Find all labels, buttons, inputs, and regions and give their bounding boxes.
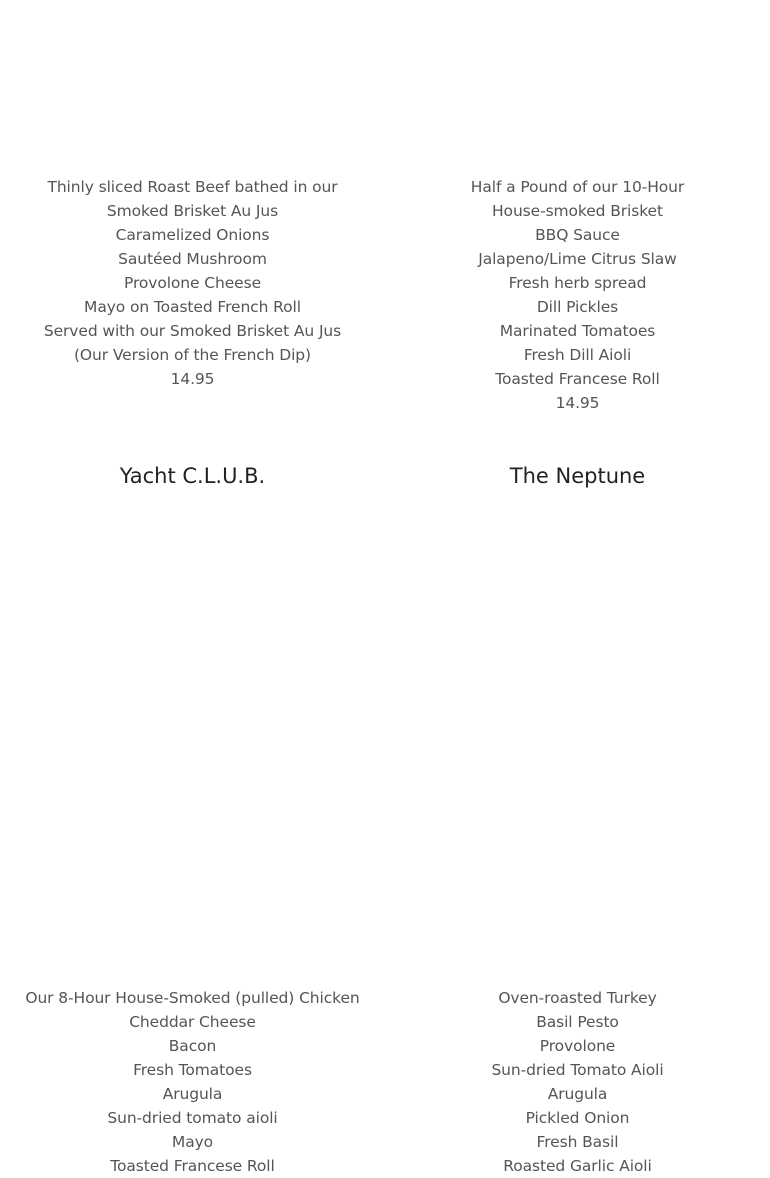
description-line: Caramelized Onions — [115, 226, 270, 244]
description-line: Sun-dried tomato aioli — [107, 1109, 278, 1127]
description-line: Provolone Cheese — [123, 274, 262, 292]
description-line: House-smoked Brisket — [492, 202, 663, 220]
item-title: The Neptune — [509, 464, 646, 488]
description-line: Cheddar Cheese — [129, 1013, 256, 1031]
item-description — [0, 175, 385, 391]
the-neptune-description — [385, 986, 770, 1178]
description-line: Toasted Francese Roll — [110, 1157, 275, 1175]
sandwich-photo-the-neptune — [405, 510, 750, 970]
description-line: Oven-roasted Turkey — [498, 989, 657, 1007]
description-line: Toasted Francese Roll — [495, 370, 660, 388]
description-line: Sautéed Mushroom — [118, 250, 267, 268]
description-line: Fresh Dill Aioli — [523, 346, 632, 364]
description-line: Our 8-Hour House-Smoked (pulled) Chicken — [25, 989, 360, 1007]
description-line: Provolone — [539, 1037, 616, 1055]
description-line: Roasted Garlic Aioli — [503, 1157, 652, 1175]
description-line: Sun-dried Tomato Aioli — [491, 1061, 664, 1079]
item-description — [385, 986, 770, 1178]
menu-item-the-neptune — [385, 461, 770, 491]
sandwich-photo-yacht-club — [20, 510, 365, 970]
description-line: Smoked Brisket Au Jus — [106, 202, 279, 220]
description-line: Arugula — [547, 1085, 608, 1103]
description-line: Fresh herb spread — [508, 274, 647, 292]
yacht-club-description — [0, 986, 385, 1178]
menu-item-yacht-club — [0, 461, 385, 491]
description-line: (Our Version of the French Dip) — [73, 346, 311, 364]
menu-item-right-top — [385, 175, 770, 415]
description-line: Jalapeno/Lime Citrus Slaw — [478, 250, 677, 268]
description-line: Served with our Smoked Brisket Au Jus — [43, 322, 342, 340]
description-line: Thinly sliced Roast Beef bathed in our — [47, 178, 338, 196]
item-description — [0, 986, 385, 1178]
item-title: Yacht C.L.U.B. — [119, 464, 266, 488]
description-line: Bacon — [168, 1037, 217, 1055]
description-line: Dill Pickles — [536, 298, 619, 316]
description-line: Basil Pesto — [536, 1013, 619, 1031]
menu-item-left-top — [0, 175, 385, 391]
description-line: Marinated Tomatoes — [499, 322, 656, 340]
description-line: Fresh Basil — [536, 1133, 619, 1151]
description-line: Half a Pound of our 10-Hour — [470, 178, 685, 196]
sandwich-photo-right-top — [405, 0, 750, 160]
sandwich-photo-left-top — [20, 0, 365, 160]
description-line: Mayo — [171, 1133, 214, 1151]
description-line: BBQ Sauce — [535, 226, 620, 244]
description-line: Pickled Onion — [525, 1109, 630, 1127]
description-line: Mayo on Toasted French Roll — [84, 298, 301, 316]
description-line: Fresh Tomatoes — [133, 1061, 252, 1079]
item-description — [385, 175, 770, 415]
item-price: 14.95 — [170, 370, 215, 388]
description-line: Arugula — [162, 1085, 223, 1103]
item-price: 14.95 — [555, 394, 600, 412]
